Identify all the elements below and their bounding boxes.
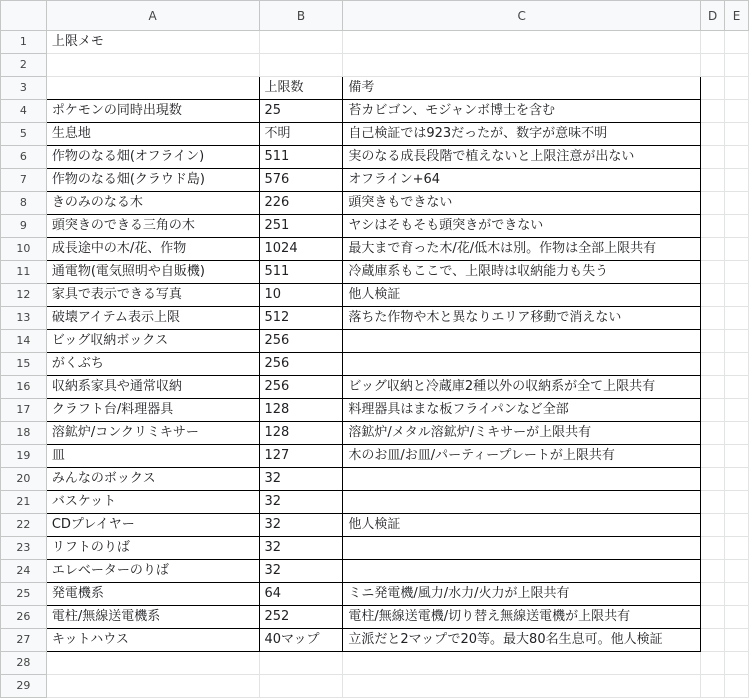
cell[interactable] — [701, 284, 725, 307]
sheet-row — [1, 675, 749, 698]
cell-b1[interactable]: 上限メモ — [46, 31, 259, 54]
cell[interactable] — [725, 491, 749, 514]
cell-note[interactable]: ヤシはそもそも頭突きができない — [343, 215, 701, 238]
table-row — [1, 606, 749, 629]
table-row — [1, 307, 749, 330]
cell-note[interactable]: オフライン+64 — [343, 169, 701, 192]
table-row — [1, 100, 749, 123]
cell[interactable] — [725, 169, 749, 192]
cell[interactable] — [701, 468, 725, 491]
cell[interactable] — [343, 652, 701, 675]
cell[interactable] — [259, 31, 343, 54]
cell-note[interactable]: 苔カビゴン、モジャンボ博士を含む — [343, 100, 701, 123]
cell-count[interactable]: 512 — [259, 307, 343, 330]
cell[interactable] — [725, 537, 749, 560]
row-header[interactable]: 12 — [1, 284, 47, 307]
sheet-row — [1, 31, 749, 54]
cell[interactable] — [46, 652, 259, 675]
table-row — [1, 537, 749, 560]
cell-item[interactable]: 生息地 — [46, 123, 259, 146]
cell-note[interactable]: 実のなる成長段階で植えないと上限注意が出ない — [343, 146, 701, 169]
sheet-row — [1, 77, 749, 100]
header-cell-item[interactable] — [46, 77, 259, 100]
cell-count[interactable]: 576 — [259, 169, 343, 192]
cell-note[interactable] — [343, 491, 701, 514]
row-header[interactable]: 5 — [1, 123, 47, 146]
cell-item[interactable]: クラフト台/料理器具 — [46, 399, 259, 422]
cell[interactable] — [725, 445, 749, 468]
row-header[interactable]: 22 — [1, 514, 47, 537]
cell-item[interactable]: 電柱/無線送電機系 — [46, 606, 259, 629]
column-header-d[interactable]: D — [701, 1, 725, 31]
cell[interactable] — [701, 583, 725, 606]
cell-count[interactable]: 1024 — [259, 238, 343, 261]
row-header[interactable]: 7 — [1, 169, 47, 192]
table-row — [1, 353, 749, 376]
table-row — [1, 376, 749, 399]
cell-note[interactable] — [343, 537, 701, 560]
table-row — [1, 123, 749, 146]
cell[interactable] — [725, 192, 749, 215]
row-header[interactable]: 23 — [1, 537, 47, 560]
cell-item[interactable]: 作物のなる畑(オフライン) — [46, 146, 259, 169]
cell-count[interactable]: 40マップ — [259, 629, 343, 652]
cell-item[interactable]: CDプレイヤー — [46, 514, 259, 537]
cell-count[interactable]: 128 — [259, 399, 343, 422]
cell[interactable] — [701, 307, 725, 330]
cell[interactable] — [701, 238, 725, 261]
cell-item[interactable]: キットハウス — [46, 629, 259, 652]
cell[interactable] — [701, 123, 725, 146]
cell[interactable] — [343, 54, 701, 77]
table-row — [1, 583, 749, 606]
row-header[interactable]: 6 — [1, 146, 47, 169]
cell[interactable] — [701, 54, 725, 77]
cell-item[interactable]: リフトのりば — [46, 537, 259, 560]
table-row — [1, 330, 749, 353]
cell-note[interactable]: 立派だと2マップで20等。最大80名生息可。他人検証 — [343, 629, 701, 652]
cell-item[interactable]: 溶鉱炉/コンクリミキサー — [46, 422, 259, 445]
cell[interactable] — [701, 192, 725, 215]
cell[interactable] — [725, 376, 749, 399]
cell-count[interactable]: 511 — [259, 261, 343, 284]
cell[interactable] — [725, 399, 749, 422]
cell[interactable] — [343, 31, 701, 54]
table-row — [1, 514, 749, 537]
table-row — [1, 468, 749, 491]
cell-count[interactable]: 511 — [259, 146, 343, 169]
row-header[interactable]: 21 — [1, 491, 47, 514]
cell[interactable] — [701, 169, 725, 192]
cell[interactable] — [725, 215, 749, 238]
cell[interactable] — [725, 675, 749, 698]
cell[interactable] — [725, 146, 749, 169]
cell[interactable] — [725, 468, 749, 491]
row-header[interactable]: 20 — [1, 468, 47, 491]
cell[interactable] — [701, 399, 725, 422]
column-header-a[interactable]: A — [46, 1, 259, 31]
row-header[interactable]: 14 — [1, 330, 47, 353]
cell-note[interactable]: 電柱/無線送電機/切り替え無線送電機が上限共有 — [343, 606, 701, 629]
cell[interactable] — [701, 330, 725, 353]
table-row — [1, 215, 749, 238]
cell-note[interactable]: ミニ発電機/風力/水力/火力が上限共有 — [343, 583, 701, 606]
cell-item[interactable]: きのみのなる木 — [46, 192, 259, 215]
cell-note[interactable] — [343, 468, 701, 491]
cell-item[interactable]: 家具で表示できる写真 — [46, 284, 259, 307]
row-header[interactable]: 13 — [1, 307, 47, 330]
cell-count[interactable]: 32 — [259, 537, 343, 560]
cell-note[interactable]: ビッグ収納と冷蔵庫2種以外の収納系が全て上限共有 — [343, 376, 701, 399]
row-header[interactable]: 11 — [1, 261, 47, 284]
row-header[interactable]: 1 — [1, 31, 47, 54]
cell-note[interactable] — [343, 353, 701, 376]
table-row — [1, 629, 749, 652]
row-header[interactable]: 26 — [1, 606, 47, 629]
cell[interactable] — [701, 376, 725, 399]
table-row — [1, 169, 749, 192]
row-header[interactable]: 27 — [1, 629, 47, 652]
cell[interactable] — [725, 100, 749, 123]
table-row — [1, 284, 749, 307]
cell[interactable] — [725, 77, 749, 100]
cell[interactable] — [725, 238, 749, 261]
table-row — [1, 399, 749, 422]
cell[interactable] — [725, 514, 749, 537]
cell[interactable] — [701, 560, 725, 583]
cell-count[interactable]: 不明 — [259, 123, 343, 146]
column-header-row — [1, 1, 749, 31]
cell[interactable] — [701, 629, 725, 652]
cell[interactable] — [725, 54, 749, 77]
select-all-corner[interactable] — [1, 1, 47, 31]
cell[interactable] — [725, 652, 749, 675]
cell[interactable] — [725, 307, 749, 330]
cell-item[interactable]: バスケット — [46, 491, 259, 514]
table-row — [1, 238, 749, 261]
cell[interactable] — [259, 54, 343, 77]
cell-item[interactable]: 成長途中の木/花、作物 — [46, 238, 259, 261]
cell-count[interactable]: 226 — [259, 192, 343, 215]
row-header[interactable]: 24 — [1, 560, 47, 583]
cell[interactable] — [725, 123, 749, 146]
cell-item[interactable]: エレベーターのりば — [46, 560, 259, 583]
table-row — [1, 422, 749, 445]
cell-item[interactable]: 通電物(電気照明や自販機) — [46, 261, 259, 284]
cell[interactable] — [701, 100, 725, 123]
cell[interactable] — [725, 284, 749, 307]
cell[interactable] — [725, 353, 749, 376]
cell-count[interactable]: 256 — [259, 353, 343, 376]
cell-note[interactable]: 木のお皿/お皿/パーティープレートが上限共有 — [343, 445, 701, 468]
cell-count[interactable]: 10 — [259, 284, 343, 307]
cell-item[interactable]: 頭突きのできる三角の木 — [46, 215, 259, 238]
row-header[interactable]: 10 — [1, 238, 47, 261]
row-header[interactable]: 8 — [1, 192, 47, 215]
cell-count[interactable]: 32 — [259, 560, 343, 583]
table-row — [1, 261, 749, 284]
cell-item[interactable]: 発電機系 — [46, 583, 259, 606]
cell[interactable] — [343, 675, 701, 698]
cell-item[interactable]: 作物のなる畑(クラウド島) — [46, 169, 259, 192]
cell[interactable] — [701, 606, 725, 629]
cell-note[interactable]: 溶鉱炉/メタル溶鉱炉/ミキサーが上限共有 — [343, 422, 701, 445]
cell-count[interactable]: 252 — [259, 606, 343, 629]
cell[interactable] — [701, 215, 725, 238]
cell-count[interactable]: 256 — [259, 330, 343, 353]
row-header[interactable]: 15 — [1, 353, 47, 376]
row-header[interactable]: 9 — [1, 215, 47, 238]
cell[interactable] — [725, 330, 749, 353]
cell[interactable] — [725, 560, 749, 583]
cell-note[interactable]: 料理器具はまな板フライパンなど全部 — [343, 399, 701, 422]
cell[interactable] — [725, 261, 749, 284]
row-header[interactable]: 25 — [1, 583, 47, 606]
column-header-c[interactable]: C — [343, 1, 701, 31]
cell[interactable] — [701, 537, 725, 560]
cell-item[interactable]: 収納系家具や通常収納 — [46, 376, 259, 399]
cell-item[interactable]: がくぶち — [46, 353, 259, 376]
column-header-b[interactable]: B — [259, 1, 343, 31]
row-header[interactable]: 16 — [1, 376, 47, 399]
cell-count[interactable]: 25 — [259, 100, 343, 123]
row-header[interactable]: 17 — [1, 399, 47, 422]
cell-count[interactable]: 127 — [259, 445, 343, 468]
table-row — [1, 146, 749, 169]
row-header[interactable]: 3 — [1, 77, 47, 100]
cell[interactable] — [46, 54, 259, 77]
cell[interactable] — [701, 353, 725, 376]
cell[interactable] — [725, 629, 749, 652]
row-header[interactable]: 29 — [1, 675, 47, 698]
cell-count[interactable]: 128 — [259, 422, 343, 445]
cell-note[interactable] — [343, 330, 701, 353]
table-row — [1, 491, 749, 514]
cell[interactable] — [701, 652, 725, 675]
cell[interactable] — [701, 675, 725, 698]
row-header[interactable]: 19 — [1, 445, 47, 468]
cell[interactable] — [259, 675, 343, 698]
header-cell-note[interactable]: 備考 — [343, 77, 701, 100]
row-header[interactable]: 28 — [1, 652, 47, 675]
cell-count[interactable]: 256 — [259, 376, 343, 399]
cell[interactable] — [725, 606, 749, 629]
cell-note[interactable]: 最大まで育った木/花/低木は別。作物は全部上限共有 — [343, 238, 701, 261]
cell-count[interactable]: 32 — [259, 468, 343, 491]
cell[interactable] — [46, 675, 259, 698]
cell-item[interactable]: ポケモンの同時出現数 — [46, 100, 259, 123]
cell[interactable] — [701, 491, 725, 514]
cell-note[interactable]: 頭突きもできない — [343, 192, 701, 215]
cell-note[interactable]: 落ちた作物や木と異なりエリア移動で消えない — [343, 307, 701, 330]
header-cell-count[interactable]: 上限数 — [259, 77, 343, 100]
cell[interactable] — [701, 146, 725, 169]
cell[interactable] — [725, 422, 749, 445]
cell[interactable] — [725, 583, 749, 606]
cell-count[interactable]: 32 — [259, 491, 343, 514]
cell[interactable] — [701, 514, 725, 537]
table-row — [1, 560, 749, 583]
cell[interactable] — [701, 31, 725, 54]
cell-count[interactable]: 32 — [259, 514, 343, 537]
cell-item[interactable]: 皿 — [46, 445, 259, 468]
cell[interactable] — [701, 445, 725, 468]
cell-item[interactable]: みんなのボックス — [46, 468, 259, 491]
table-row — [1, 192, 749, 215]
sheet-row — [1, 652, 749, 675]
cell[interactable] — [725, 31, 749, 54]
row-header[interactable]: 4 — [1, 100, 47, 123]
cell-note[interactable]: 自己検証では923だったが、数字が意味不明 — [343, 123, 701, 146]
cell-note[interactable] — [343, 560, 701, 583]
column-header-e[interactable]: E — [725, 1, 749, 31]
cell[interactable] — [701, 261, 725, 284]
table-row — [1, 445, 749, 468]
row-header[interactable]: 2 — [1, 54, 47, 77]
cell-note[interactable]: 冷蔵庫系もここで、上限時は収納能力も失う — [343, 261, 701, 284]
cell[interactable] — [701, 422, 725, 445]
cell-count[interactable]: 251 — [259, 215, 343, 238]
cell-note[interactable]: 他人検証 — [343, 284, 701, 307]
cell-item[interactable]: ビッグ収納ボックス — [46, 330, 259, 353]
sheet-row — [1, 54, 749, 77]
cell[interactable] — [259, 652, 343, 675]
cell-note[interactable]: 他人検証 — [343, 514, 701, 537]
cell-count[interactable]: 64 — [259, 583, 343, 606]
cell[interactable] — [701, 77, 725, 100]
row-header[interactable]: 18 — [1, 422, 47, 445]
cell-item[interactable]: 破壊アイテム表示上限 — [46, 307, 259, 330]
